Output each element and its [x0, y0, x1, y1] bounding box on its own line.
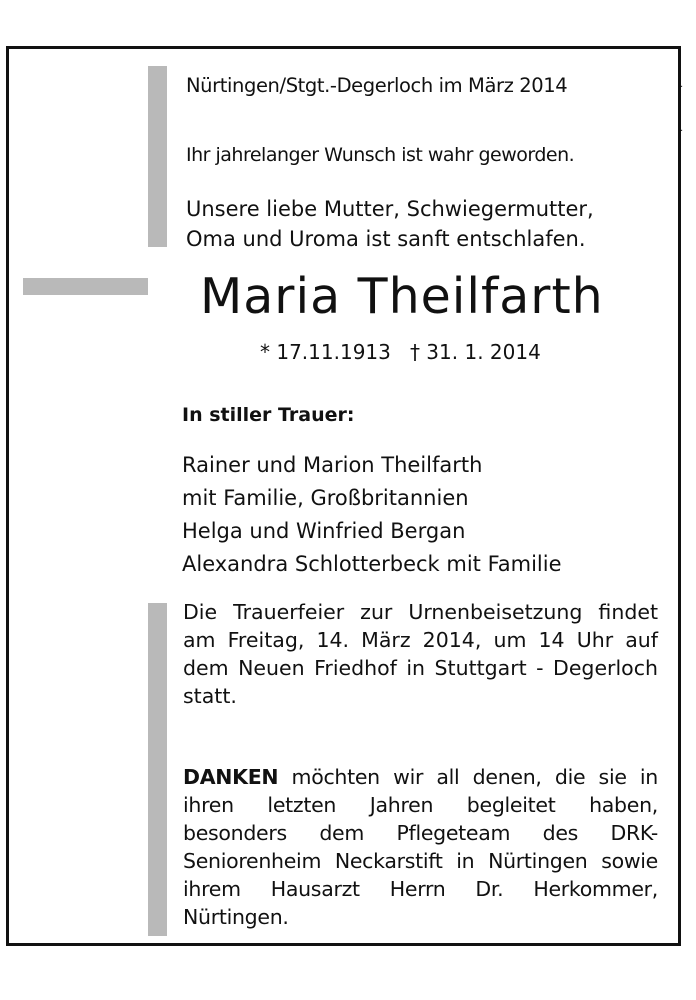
- place-date: Nürtingen/Stgt.-Degerloch im März 2014: [186, 74, 568, 97]
- decorative-bar-bottom: [148, 603, 167, 936]
- mourner-line: Helga und Winfried Bergan: [182, 519, 466, 543]
- wish-line: Ihr jahrelanger Wunsch ist wahr geworden.: [186, 144, 575, 166]
- life-dates: * 17.11.1913 † 31. 1. 2014: [260, 340, 541, 364]
- deceased-name: Maria Theilfarth: [200, 268, 604, 325]
- margin-marks: ·: [680, 126, 684, 137]
- intro-line: Unsere liebe Mutter, Schwiegermutter,: [186, 197, 594, 221]
- thanks-paragraph: [183, 763, 658, 931]
- intro-text: [186, 194, 594, 254]
- decorative-bar-top: [148, 66, 167, 247]
- margin-marks: ·: [680, 82, 684, 93]
- mourners-list: [182, 449, 562, 581]
- funeral-notice: Die Trauerfeier zur Urnenbeisetzung findet am Freitag, 14. März 2014, um 14 Uhr auf dem Neuen Friedhof in Stuttgart - Degerloch statt.: [183, 600, 658, 708]
- decorative-bar-horizontal: [23, 278, 148, 295]
- thanks-lead: DANKEN: [183, 765, 279, 789]
- mourning-heading: In stiller Trauer:: [182, 404, 355, 426]
- mourner-line: mit Familie, Großbritannien: [182, 486, 469, 510]
- intro-line: Oma und Uroma ist sanft entschlafen.: [186, 227, 586, 251]
- mourner-line: Rainer und Marion Theilfarth: [182, 453, 483, 477]
- mourner-line: Alexandra Schlotterbeck mit Familie: [182, 552, 562, 576]
- thanks-text: möchten wir all denen, die sie in ihren letzten Jahren begleitet haben, besonders dem Pflegeteam des DRK- Seniorenheim Neckarstift in Nürtingen sowie ihrem Hausarzt Herrn Dr. Herkommer, Nürtingen.: [183, 765, 658, 929]
